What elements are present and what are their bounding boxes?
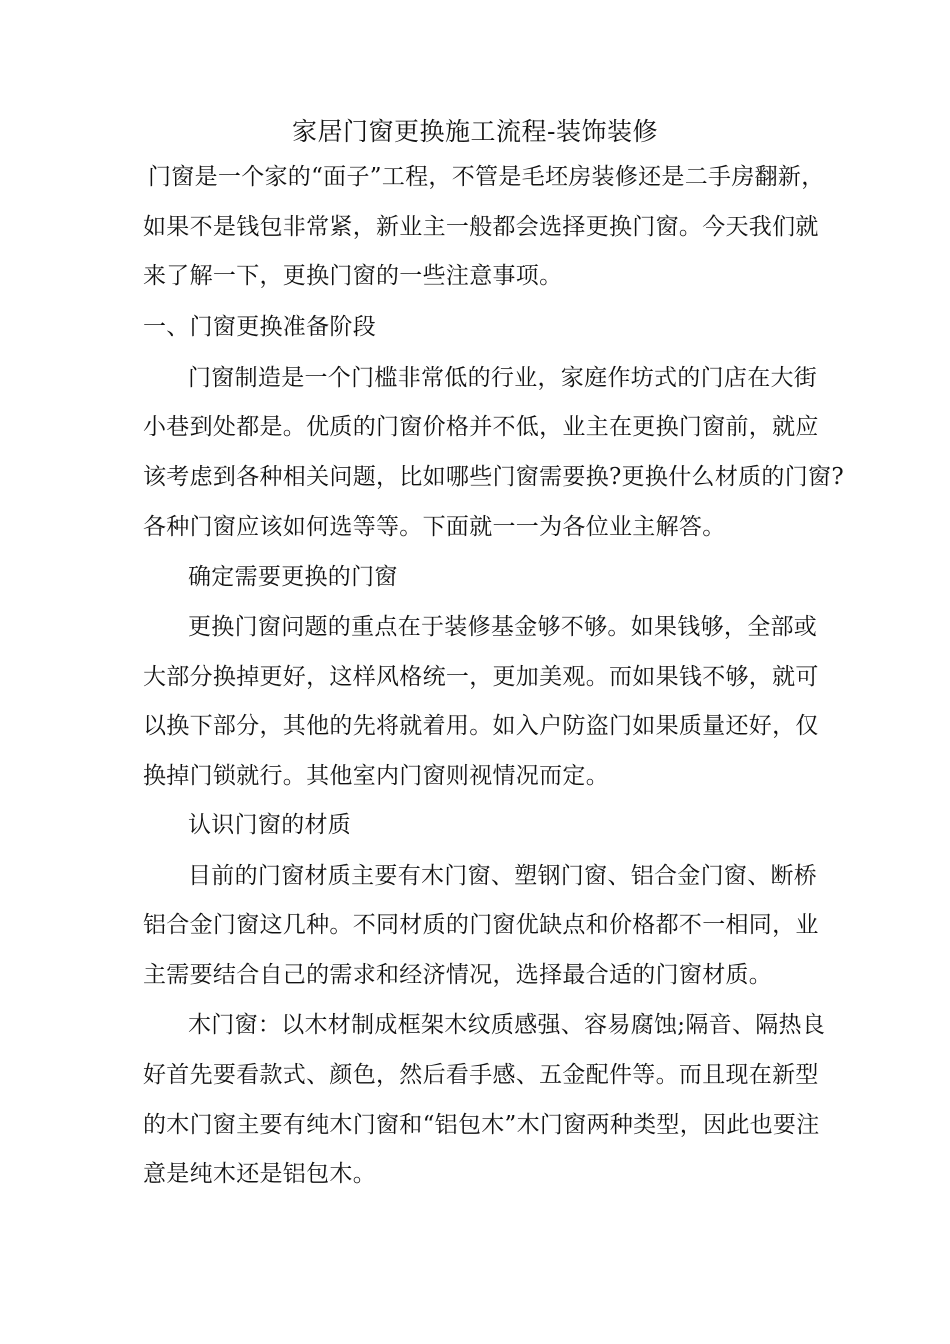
paragraph-line: 主需要结合自己的需求和经济情况，选择最合适的门窗材质。 xyxy=(143,962,773,988)
paragraph-line: 更换门窗问题的重点在于装修基金够不够。如果钱够，全部或 xyxy=(188,614,818,640)
paragraph-line: 的木门窗主要有纯木门窗和“铝包木”木门窗两种类型，因此也要注 xyxy=(143,1112,820,1138)
paragraph-line: 小巷到处都是。优质的门窗价格并不低，业主在更换门窗前，就应 xyxy=(143,414,819,440)
paragraph-line: 来了解一下，更换门窗的一些注意事项。 xyxy=(143,263,563,289)
paragraph-line: 目前的门窗材质主要有木门窗、塑钢门窗、铝合金门窗、断桥 xyxy=(188,863,818,889)
paragraph-line: 门窗制造是一个门槛非常低的行业，家庭作坊式的门店在大街 xyxy=(188,365,818,391)
document-title: 家居门窗更换施工流程-装饰装修 xyxy=(292,117,658,146)
paragraph-line: 换掉门锁就行。其他室内门窗则视情况而定。 xyxy=(143,763,609,789)
paragraph-line: 大部分换掉更好，这样风格统一，更加美观。而如果钱不够，就可 xyxy=(143,664,819,690)
section-heading: 一、门窗更换准备阶段 xyxy=(143,314,376,340)
paragraph-line: 铝合金门窗这几种。不同材质的门窗优缺点和价格都不一相同，业 xyxy=(143,912,819,938)
subheading: 认识门窗的材质 xyxy=(188,812,352,838)
paragraph-line: 好首先要看款式、颜色，然后看手感、五金配件等。而且现在新型 xyxy=(143,1062,819,1088)
paragraph-line: 门窗是一个家的“面子”工程，不管是毛坯房装修还是二手房翻新， xyxy=(148,164,825,190)
subheading: 确定需要更换的门窗 xyxy=(188,564,398,590)
paragraph-line: 木门窗：以木材制成框架木纹质感强、容易腐蚀;隔音、隔热良 xyxy=(188,1012,826,1038)
paragraph-line: 意是纯木还是铝包木。 xyxy=(143,1161,376,1187)
paragraph-line: 如果不是钱包非常紧，新业主一般都会选择更换门窗。今天我们就 xyxy=(143,214,819,240)
paragraph-line: 以换下部分，其他的先将就着用。如入户防盗门如果质量还好，仅 xyxy=(143,713,819,739)
paragraph-line: 该考虑到各种相关问题，比如哪些门窗需要换?更换什么材质的门窗? xyxy=(143,464,844,490)
paragraph-line: 各种门窗应该如何选等等。下面就一一为各位业主解答。 xyxy=(143,514,726,540)
